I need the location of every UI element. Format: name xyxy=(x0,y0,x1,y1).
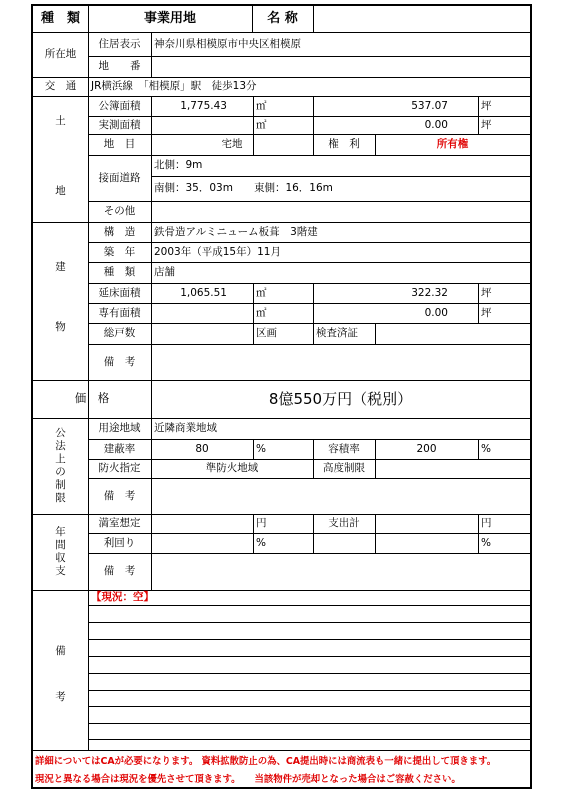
unit-tsubo: 坪 xyxy=(481,99,492,112)
height-value xyxy=(375,459,530,478)
address-label: 住居表示 xyxy=(98,37,141,50)
notes-section-label-2: 考 xyxy=(55,690,66,703)
yen-unit: 円 xyxy=(256,517,267,530)
exclusive-area-m2 xyxy=(151,303,253,323)
land-section-label-1: 土 xyxy=(55,114,66,127)
location-label: 所在地 xyxy=(44,48,77,61)
building-section-label-1: 建 xyxy=(55,260,66,273)
floor-area-tsubo: 322.32 xyxy=(411,286,448,299)
unit-tsubo: 坪 xyxy=(481,286,492,299)
yield-percent: % xyxy=(256,536,266,549)
unit-m2: ㎡ xyxy=(256,306,267,319)
built-value: 2003年（平成15年）11月 xyxy=(154,245,281,258)
notes-status: 【現況：空】 xyxy=(91,591,154,604)
yield-percent-right: % xyxy=(481,536,491,549)
rights-label: 権 利 xyxy=(328,138,360,151)
actual-area-tsubo: 0.00 xyxy=(424,118,448,131)
annual-remarks-value xyxy=(151,553,530,590)
name-value xyxy=(313,6,530,32)
unit-tsubo: 坪 xyxy=(481,306,492,319)
lot-label: 地 番 xyxy=(98,60,141,73)
land-other-label: その他 xyxy=(103,205,136,218)
property-sheet xyxy=(31,4,532,789)
transport-label: 交 通 xyxy=(44,80,77,93)
kind-value: 事業用地 xyxy=(143,11,196,27)
footer-line-2: 現況と異なる場合は現況を優先させて頂きます。 当該物件が売却となった場合はご容赦ください。 xyxy=(35,774,461,785)
actual-area-label: 実測面積 xyxy=(98,118,141,131)
full-occupancy-value xyxy=(151,514,253,533)
notes-section-label-1: 備 xyxy=(55,644,66,657)
actual-area-m2 xyxy=(151,116,253,134)
road-label: 接面道路 xyxy=(98,171,141,184)
annual-remarks-label: 備 考 xyxy=(103,565,136,578)
building-type-value: 店舗 xyxy=(154,266,175,279)
unit-tsubo: 坪 xyxy=(481,118,492,131)
coverage-label: 建蔽率 xyxy=(103,442,136,455)
address-value: 神奈川県相模原市中央区相模原 xyxy=(154,37,301,50)
price-label: 価 格 xyxy=(74,391,110,406)
kind-label: 種 類 xyxy=(40,11,80,27)
built-label: 築 年 xyxy=(103,245,136,258)
units-value xyxy=(151,323,253,344)
fire-value: 準防火地域 xyxy=(205,462,259,475)
building-remarks-value xyxy=(151,344,530,380)
fire-label: 防火指定 xyxy=(98,462,141,475)
inspection-label: 検査済証 xyxy=(316,327,358,340)
inspection-value xyxy=(375,323,530,344)
lot-value xyxy=(151,56,530,77)
price-value: 8億550万円（税別） xyxy=(268,390,413,408)
far-value: 200 xyxy=(416,442,437,455)
structure-label: 構 造 xyxy=(103,225,136,238)
name-label: 名 称 xyxy=(267,11,298,27)
far-label: 容積率 xyxy=(328,442,360,455)
far-percent: % xyxy=(481,442,491,455)
regulation-remarks-value xyxy=(151,478,530,514)
building-type-label: 種 類 xyxy=(103,266,136,279)
road-line-1: 北側：9m xyxy=(154,159,203,172)
section-cell-label: 区画 xyxy=(256,327,277,340)
yen-unit: 円 xyxy=(481,517,492,530)
transport-value: JR横浜線 「相模原」駅 徒歩13分 xyxy=(91,80,257,93)
zoning-label: 用途地域 xyxy=(98,422,141,435)
exclusive-area-label: 専有面積 xyxy=(98,306,141,319)
yield-value xyxy=(151,533,253,553)
regulation-section-label: 公 法 上 の 制 限 xyxy=(55,426,66,505)
registry-area-tsubo: 537.07 xyxy=(411,99,448,112)
land-section-label-2: 地 xyxy=(55,184,66,197)
floor-area-label: 延床面積 xyxy=(98,286,141,299)
road-line-2: 南側：35．03m 東側：16．16m xyxy=(154,182,333,195)
unit-m2: ㎡ xyxy=(256,118,267,131)
footer-line-1: 詳細についてはCAが必要になります。 資料拡散防止の為、CA提出時には商流表も一緒に提出して頂きます。 xyxy=(35,756,497,767)
building-section-label-2: 物 xyxy=(55,320,66,333)
land-category-value: 宅地 xyxy=(221,138,243,151)
land-category-label: 地 目 xyxy=(103,138,136,151)
expense-value xyxy=(375,514,478,533)
land-other-value xyxy=(151,201,530,222)
floor-area-m2: 1,065.51 xyxy=(180,286,227,299)
regulation-remarks-label: 備 考 xyxy=(103,489,136,502)
unit-m2: ㎡ xyxy=(256,286,267,299)
registry-area-label: 公簿面積 xyxy=(98,99,141,112)
coverage-value: 80 xyxy=(195,442,209,455)
yield-label: 利回り xyxy=(103,536,136,549)
coverage-percent: % xyxy=(256,442,266,455)
registry-area-m2: 1,775.43 xyxy=(180,99,227,112)
exclusive-area-tsubo: 0.00 xyxy=(424,306,448,319)
structure-value: 鉄骨造アルミニューム板葺 3階建 xyxy=(154,225,318,238)
building-remarks-label: 備 考 xyxy=(103,355,136,368)
annual-section-label: 年 間 収 支 xyxy=(55,525,66,578)
full-occupancy-label: 満室想定 xyxy=(98,517,141,530)
rights-value: 所有権 xyxy=(436,138,469,151)
zoning-value: 近隣商業地域 xyxy=(154,422,217,435)
expense-label: 支出計 xyxy=(328,517,360,530)
height-label: 高度制限 xyxy=(323,462,365,475)
unit-m2: ㎡ xyxy=(256,99,267,112)
units-label: 総戸数 xyxy=(103,327,136,340)
